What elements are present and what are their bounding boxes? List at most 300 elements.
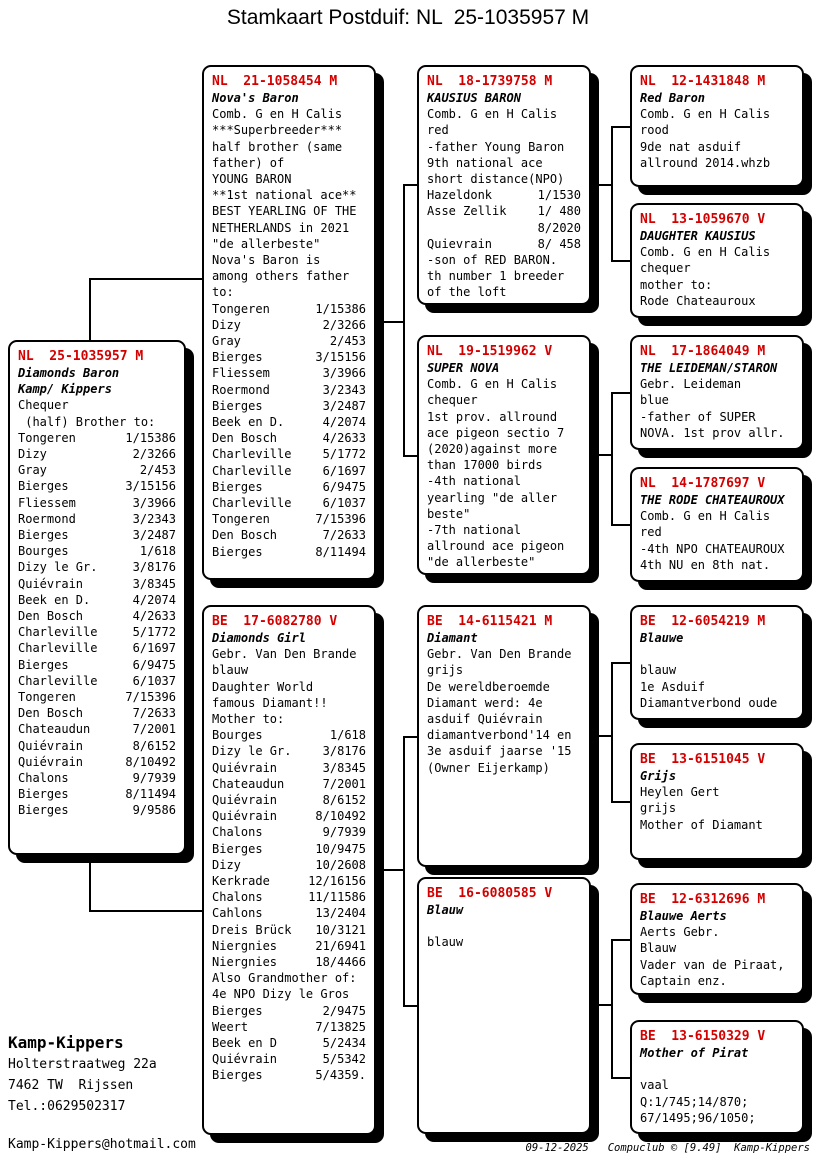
race-result: 5/1772 — [132, 625, 176, 640]
pedigree-connector-line — [403, 736, 418, 738]
race-result: 3/2487 — [322, 398, 366, 413]
info-line: blauw — [427, 935, 464, 950]
owner-phone: Tel.:0629502317 — [8, 1099, 126, 1114]
ring-number: NL 21-1058454 M — [212, 74, 338, 89]
race-name: Den Bosch — [212, 528, 278, 543]
info-line: of the loft — [427, 285, 507, 300]
ring-number: BE 12-6054219 M — [640, 614, 766, 629]
info-line: Vader van de Piraat, — [640, 957, 785, 972]
pigeon-name: DAUGHTER KAUSIUS — [640, 229, 756, 243]
info-line: Chequer — [18, 398, 69, 413]
race-name: Bierges — [18, 803, 69, 818]
race-name: Bierges — [212, 841, 263, 856]
ring-number: BE 14-6115421 M — [427, 614, 553, 629]
race-name: Quiévrain — [18, 738, 84, 753]
pedigree-connector-line — [611, 126, 613, 262]
race-name: Quiévrain — [212, 760, 278, 775]
race-name: Cahlons — [212, 906, 263, 921]
pedigree-box-subject — [8, 340, 186, 855]
pedigree-connector-line — [89, 278, 203, 280]
info-line: Gebr. Van Den Brande — [427, 647, 572, 662]
race-name: Bierges — [212, 398, 263, 413]
race-result-row — [18, 430, 176, 446]
race-name: Tongeren — [212, 301, 270, 316]
ring-number: NL 17-1864049 M — [640, 344, 766, 359]
pigeon-name: THE RODE CHATEAUROUX — [640, 493, 785, 507]
race-result-row — [18, 559, 176, 575]
race-result: 1/618 — [139, 544, 176, 559]
race-result: 8/6152 — [322, 793, 366, 808]
info-line: blauw — [640, 663, 677, 678]
race-name: Chateaudun — [18, 722, 91, 737]
race-result-row — [212, 382, 366, 398]
info-line: grijs — [427, 663, 464, 678]
info-line: Daughter World — [212, 679, 314, 694]
pedigree-box-greatgrandparent-2 — [630, 203, 804, 318]
race-result: 2/3266 — [322, 317, 366, 332]
pigeon-name: Grijs — [640, 769, 677, 783]
race-name: Chalons — [212, 825, 263, 840]
pigeon-name: Diamant — [427, 631, 478, 645]
info-line: grijs — [640, 801, 677, 816]
pigeon-name: Mother of Pirat — [640, 1046, 749, 1060]
race-name: Beek en D. — [18, 592, 91, 607]
race-result: 3/2487 — [132, 528, 176, 543]
info-line: than 17000 birds — [427, 458, 543, 473]
info-line: rood — [640, 123, 669, 138]
race-name: Bierges — [18, 787, 69, 802]
race-name: Dizy le Gr. — [212, 744, 292, 759]
race-result: 1/1530 — [537, 188, 581, 203]
info-line: famous Diamant!! — [212, 695, 328, 710]
race-result: 2/9475 — [322, 1003, 366, 1018]
race-result: 21/6941 — [315, 938, 366, 953]
race-name: Chalons — [212, 890, 263, 905]
race-result-row — [212, 430, 366, 446]
race-name: Fliessem — [212, 366, 270, 381]
pedigree-box-grandfather-maternal — [417, 605, 591, 867]
race-result: 7/15396 — [125, 690, 176, 705]
race-result-row — [212, 365, 366, 381]
race-result: 8/11494 — [125, 787, 176, 802]
race-name: Tongeren — [18, 690, 76, 705]
info-line: NOVA. 1st prov allr. — [640, 425, 785, 440]
info-line: 4e NPO Dizy le Gros — [212, 987, 350, 1002]
race-result-row — [212, 727, 366, 743]
pedigree-box-greatgrandparent-7 — [630, 883, 804, 995]
info-line: Heylen Gert — [640, 785, 720, 800]
info-line: Gebr. Van Den Brande — [212, 647, 357, 662]
info-line: half brother (same — [212, 139, 343, 154]
race-result-row — [212, 544, 366, 560]
ring-number: BE 12-6312696 M — [640, 892, 766, 907]
info-line: allround ace pigeon — [427, 539, 565, 554]
pigeon-name: Kamp/ Kippers — [18, 382, 112, 397]
ring-number: NL 18-1739758 M — [427, 74, 553, 89]
info-line: red — [427, 123, 449, 138]
race-name: Charleville — [212, 447, 292, 462]
race-result: 6/9475 — [322, 479, 366, 494]
race-result: 2/453 — [139, 463, 176, 478]
race-name: Weert — [212, 1019, 249, 1034]
info-line: mother to: — [640, 277, 713, 292]
race-name: Quiévrain — [212, 793, 278, 808]
race-result-row — [212, 938, 366, 954]
race-result: 8/2020 — [537, 220, 581, 235]
info-line: 1st prov. allround — [427, 409, 558, 424]
info-line: -father of SUPER — [640, 409, 756, 424]
race-result: 4/2633 — [132, 609, 176, 624]
pedigree-box-greatgrandparent-1 — [630, 65, 804, 187]
pedigree-box-greatgrandparent-6 — [630, 743, 804, 860]
race-result: 10/3121 — [315, 922, 366, 937]
info-line: ace pigeon sectio 7 — [427, 425, 565, 440]
race-result: 3/8345 — [322, 760, 366, 775]
race-name: Quiévrain — [18, 576, 84, 591]
owner-address-street: Holterstraatweg 22a — [8, 1057, 157, 1072]
race-name: Bierges — [212, 1068, 263, 1083]
ring-number: BE 13-6151045 V — [640, 752, 766, 767]
pedigree-connector-line — [89, 910, 203, 912]
race-result: 7/2633 — [132, 706, 176, 721]
info-line: blauw — [212, 663, 249, 678]
info-line: (half) Brother to: — [18, 414, 156, 429]
pedigree-connector-line — [591, 735, 613, 737]
info-line: Q:1/745;14/870; — [640, 1094, 749, 1109]
race-result-row — [18, 608, 176, 624]
race-result-row — [212, 792, 366, 808]
footer-credit: 09-12-2025 Compuclub © [9.49] Kamp-Kippers — [525, 1142, 810, 1154]
info-line: red — [640, 525, 662, 540]
info-line: Also Grandmother of: — [212, 971, 357, 986]
info-line: Gebr. Leideman — [640, 377, 742, 392]
pedigree-connector-line — [89, 278, 91, 342]
race-result-row — [212, 1035, 366, 1051]
pedigree-box-grandfather-paternal — [417, 65, 591, 305]
owner-address-city: 7462 TW Rijssen — [8, 1078, 134, 1093]
race-result-row — [212, 889, 366, 905]
race-result: 6/1037 — [322, 496, 366, 511]
race-result: 7/2001 — [322, 776, 366, 791]
info-line: (Owner Eijerkamp) — [427, 760, 550, 775]
pedigree-connector-line — [611, 392, 631, 394]
race-result-row — [18, 527, 176, 543]
race-result: 6/1037 — [132, 673, 176, 688]
info-line: Comb. G en H Calis — [427, 107, 558, 122]
race-result-row — [212, 841, 366, 857]
info-line: YOUNG BARON — [212, 172, 292, 187]
race-result: 1/618 — [329, 728, 366, 743]
info-line: BEST YEARLING OF THE — [212, 204, 357, 219]
race-result-row — [18, 738, 176, 754]
race-result-row — [427, 220, 581, 236]
race-name: Hazeldonk — [427, 188, 493, 203]
race-name: Charleville — [212, 463, 292, 478]
race-name: Niergnies — [212, 955, 278, 970]
race-result: 1/ 480 — [537, 204, 581, 219]
pedigree-connector-line — [403, 184, 418, 186]
owner-block — [8, 1032, 196, 1152]
race-result-row — [18, 673, 176, 689]
ring-number: BE 16-6080585 V — [427, 886, 553, 901]
pedigree-connector-line — [611, 662, 613, 803]
race-name: Kerkrade — [212, 874, 270, 889]
pedigree-connector-line — [611, 524, 631, 526]
race-result-row — [212, 954, 366, 970]
pigeon-name: KAUSIUS BARON — [427, 91, 521, 105]
info-line: "de allerbeste" — [427, 555, 536, 570]
race-result: 6/9475 — [132, 657, 176, 672]
race-result-row — [212, 495, 366, 511]
race-result: 11/11586 — [308, 890, 366, 905]
race-result: 7/2633 — [322, 528, 366, 543]
info-line: Comb. G en H Calis — [212, 107, 343, 122]
race-result-row — [18, 624, 176, 640]
race-result: 4/2074 — [132, 592, 176, 607]
race-result: 8/6152 — [132, 738, 176, 753]
race-name: Bierges — [212, 479, 263, 494]
race-name: Gray — [18, 463, 47, 478]
info-line: -son of RED BARON. — [427, 253, 558, 268]
info-line: vaal — [640, 1078, 669, 1093]
info-line: short distance(NPO) — [427, 172, 565, 187]
pedigree-connector-line — [611, 939, 613, 1079]
info-line: among others father — [212, 269, 350, 284]
info-line: -4th NPO CHATEAUROUX — [640, 541, 785, 556]
race-name: Bierges — [18, 479, 69, 494]
race-name: Quiévrain — [18, 754, 84, 769]
race-result: 5/2434 — [322, 1036, 366, 1051]
race-name: Beek en D. — [212, 415, 285, 430]
race-result-row — [18, 511, 176, 527]
pigeon-name: Red Baron — [640, 91, 706, 105]
race-result: 9/7939 — [132, 771, 176, 786]
race-result: 12/16156 — [308, 874, 366, 889]
pedigree-connector-line — [591, 1004, 613, 1006]
info-line: Mother of Diamant — [640, 817, 763, 832]
race-result-row — [212, 333, 366, 349]
pedigree-connector-line — [611, 939, 631, 941]
pedigree-connector-line — [591, 454, 613, 456]
race-result-row — [212, 1003, 366, 1019]
race-result-row — [18, 640, 176, 656]
ring-number: NL 19-1519962 V — [427, 344, 553, 359]
race-result: 10/9475 — [315, 841, 366, 856]
pigeon-name: SUPER NOVA — [427, 361, 500, 375]
pedigree-box-mother — [202, 605, 376, 1135]
owner-email: Kamp-Kippers@hotmail.com — [8, 1137, 196, 1152]
race-result: 5/4359. — [315, 1068, 366, 1083]
pedigree-box-greatgrandparent-5 — [630, 605, 804, 720]
race-result: 1/15386 — [315, 301, 366, 316]
pedigree-connector-line — [376, 321, 405, 323]
info-line: Rode Chateauroux — [640, 293, 756, 308]
info-line: chequer — [427, 393, 478, 408]
race-name: Chalons — [18, 771, 69, 786]
info-line: chequer — [640, 261, 691, 276]
race-result-row — [212, 301, 366, 317]
pedigree-connector-line — [403, 1005, 418, 1007]
race-result-row — [212, 1067, 366, 1083]
pedigree-connector-line — [376, 869, 405, 871]
race-result-row — [212, 760, 366, 776]
race-name: Bierges — [212, 350, 263, 365]
info-line: Comb. G en H Calis — [427, 377, 558, 392]
race-result-row — [212, 857, 366, 873]
info-line: Diamant werd: 4e — [427, 695, 543, 710]
race-result: 13/2404 — [315, 906, 366, 921]
info-line: -4th national — [427, 474, 521, 489]
info-line: 4th NU en 8th nat. — [640, 557, 771, 572]
race-result: 3/15156 — [315, 350, 366, 365]
race-name: Asse Zellik — [427, 204, 507, 219]
race-name: Dizy — [212, 857, 241, 872]
race-result: 5/1772 — [322, 447, 366, 462]
pedigree-connector-line — [403, 736, 405, 1007]
race-result-row — [212, 511, 366, 527]
race-name: Dizy — [212, 317, 241, 332]
info-line: Aerts Gebr. — [640, 925, 720, 940]
race-result-row — [212, 873, 366, 889]
race-name: Charleville — [18, 673, 98, 688]
info-line: NETHERLANDS in 2021 — [212, 220, 350, 235]
info-line: "de allerbeste" — [212, 236, 321, 251]
race-result-row — [18, 576, 176, 592]
pedigree-box-father — [202, 65, 376, 580]
race-result: 1/15386 — [125, 430, 176, 445]
info-line: Diamantverbond oude — [640, 695, 778, 710]
info-line: yearling "de aller — [427, 490, 558, 505]
pedigree-connector-line — [611, 260, 631, 262]
info-line — [640, 646, 794, 662]
ring-number: BE 13-6150329 V — [640, 1029, 766, 1044]
race-result-row — [427, 236, 581, 252]
race-name: Charleville — [212, 496, 292, 511]
race-result: 8/ 458 — [537, 236, 581, 251]
race-result-row — [18, 478, 176, 494]
race-name: Den Bosch — [212, 431, 278, 446]
race-result: 18/4466 — [315, 955, 366, 970]
race-result-row — [212, 398, 366, 414]
info-line: 67/1495;96/1050; — [640, 1110, 756, 1125]
race-result-row — [18, 462, 176, 478]
pedigree-connector-line — [591, 184, 613, 186]
race-result: 3/8176 — [132, 560, 176, 575]
race-name: Bourges — [212, 728, 263, 743]
info-line: 1e Asduif — [640, 679, 706, 694]
info-line: th number 1 breeder — [427, 269, 565, 284]
pedigree-box-grandmother-paternal — [417, 335, 591, 575]
race-name: Beek en D — [212, 1036, 278, 1051]
pedigree-connector-line — [403, 455, 418, 457]
race-result: 3/2343 — [132, 511, 176, 526]
info-line: Nova's Baron is — [212, 253, 321, 268]
pedigree-box-greatgrandparent-4 — [630, 467, 804, 582]
info-line: Captain enz. — [640, 973, 727, 988]
info-line: ***Superbreeder*** — [212, 123, 343, 138]
pedigree-connector-line — [611, 662, 631, 664]
race-result: 10/2608 — [315, 857, 366, 872]
info-line: De wereldberoemde — [427, 679, 550, 694]
pigeon-name: THE LEIDEMAN/STARON — [640, 361, 778, 375]
race-result-row — [212, 463, 366, 479]
race-result: 6/1697 — [132, 641, 176, 656]
race-result: 9/9586 — [132, 803, 176, 818]
ring-number: BE 17-6082780 V — [212, 614, 338, 629]
race-result-row — [212, 349, 366, 365]
race-result: 6/1697 — [322, 463, 366, 478]
pigeon-name: Diamonds Girl — [212, 631, 306, 645]
pedigree-connector-line — [611, 392, 613, 526]
pedigree-connector-line — [403, 184, 405, 457]
race-result: 4/2074 — [322, 415, 366, 430]
pigeon-name: Blauwe — [640, 631, 684, 645]
race-name: Bierges — [18, 657, 69, 672]
race-result: 8/11494 — [315, 544, 366, 559]
race-name: Chateaudun — [212, 776, 285, 791]
race-name: Tongeren — [212, 512, 270, 527]
info-line: 3e asduif jaarse '15 — [427, 744, 572, 759]
pedigree-connector-line — [611, 1077, 631, 1079]
race-result: 7/2001 — [132, 722, 176, 737]
ring-number: NL 14-1787697 V — [640, 476, 766, 491]
race-result-row — [427, 203, 581, 219]
race-result-row — [18, 721, 176, 737]
info-line — [640, 1061, 794, 1077]
info-line: blue — [640, 393, 669, 408]
race-result-row — [18, 689, 176, 705]
race-result-row — [18, 770, 176, 786]
race-result: 7/15396 — [315, 512, 366, 527]
info-line: -father Young Baron — [427, 139, 565, 154]
race-result-row — [212, 824, 366, 840]
info-line: **1st national ace** — [212, 188, 357, 203]
race-name: Dizy le Gr. — [18, 560, 98, 575]
pigeon-name: Blauwe Aerts — [640, 909, 727, 923]
race-result-row — [427, 187, 581, 203]
owner-name: Kamp-Kippers — [8, 1033, 124, 1052]
race-name: Bourges — [18, 544, 69, 559]
pedigree-box-grandmother-maternal — [417, 877, 591, 1134]
info-line: to: — [212, 285, 234, 300]
race-result-row — [212, 527, 366, 543]
race-result-row — [212, 776, 366, 792]
race-result-row — [212, 446, 366, 462]
race-name: Quiévrain — [212, 1052, 278, 1067]
info-line: Comb. G en H Calis — [640, 245, 771, 260]
race-result-row — [18, 802, 176, 818]
race-result-row — [212, 922, 366, 938]
race-result-row — [18, 754, 176, 770]
race-name: Charleville — [18, 625, 98, 640]
race-result-row — [212, 905, 366, 921]
race-name: Quievrain — [427, 236, 493, 251]
info-line — [427, 918, 581, 934]
race-name: Gray — [212, 334, 241, 349]
race-result-row — [18, 592, 176, 608]
race-result: 4/2633 — [322, 431, 366, 446]
race-result-row — [212, 317, 366, 333]
race-result: 5/5342 — [322, 1052, 366, 1067]
race-result: 3/3966 — [322, 366, 366, 381]
info-line: diamantverbond'14 en — [427, 728, 572, 743]
race-result: 2/3266 — [132, 447, 176, 462]
race-result: 3/2343 — [322, 382, 366, 397]
race-result: 3/8176 — [322, 744, 366, 759]
race-name: Bierges — [212, 544, 263, 559]
race-result-row — [18, 543, 176, 559]
race-result-row — [212, 1019, 366, 1035]
